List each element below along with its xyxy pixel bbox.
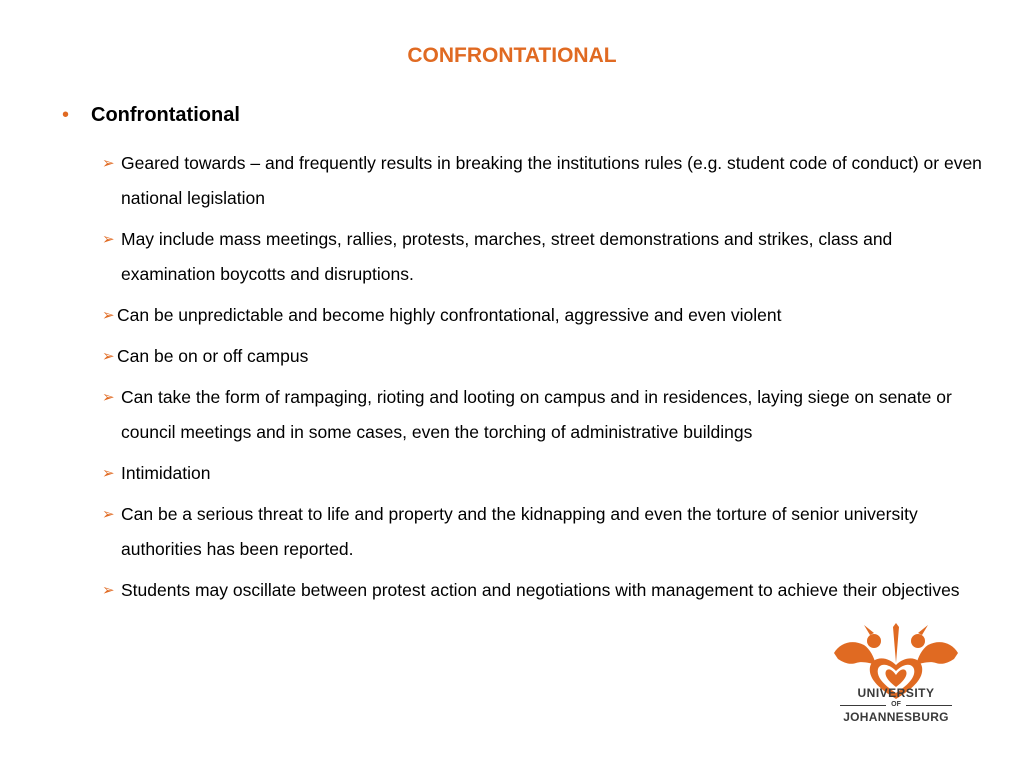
list-item-text: Can be on or off campus	[117, 346, 309, 366]
list-item-text: Intimidation	[121, 463, 211, 483]
main-bullet	[62, 104, 240, 127]
logo-line-university: UNIVERSITY	[857, 686, 935, 700]
list-item-text: Can be unpredictable and become highly confrontational, aggressive and even violent	[117, 305, 782, 325]
arrow-bullet-icon: ➢	[102, 155, 115, 172]
arrow-bullet-icon: ➢	[102, 465, 115, 482]
arrow-bullet-icon: ➢	[102, 582, 115, 599]
slide-title: CONFRONTATIONAL	[407, 44, 617, 67]
list-item-text: Can take the form of rampaging, rioting and looting on campus and in residences, laying siege on senate or council meetings and in some cases, even the torching of administrative buildings	[121, 387, 952, 442]
list-item	[102, 146, 982, 216]
list-item	[102, 298, 982, 333]
arrow-bullet-icon: ➢	[102, 389, 115, 406]
list-item-text: Can be a serious threat to life and property and the kidnapping and even the torture of senior university authorities has been reported.	[121, 504, 918, 559]
university-logo-text	[830, 686, 962, 724]
list-item	[102, 380, 982, 450]
list-item-text: Students may oscillate between protest action and negotiations with management to achieve their objectives	[121, 580, 960, 600]
list-item-text: Geared towards – and frequently results in breaking the institutions rules (e.g. student code of conduct) or even national legislation	[121, 153, 982, 208]
arrow-bullet-icon: ➢	[102, 506, 115, 523]
list-item	[102, 456, 982, 491]
arrow-bullet-icon: ➢	[102, 348, 115, 365]
list-item	[102, 222, 982, 292]
logo-line-johannesburg: JOHANNESBURG	[843, 710, 949, 724]
list-item	[102, 497, 982, 567]
list-item	[102, 339, 982, 374]
main-bullet-label: Confrontational	[91, 104, 240, 126]
arrow-bullet-icon: ➢	[102, 307, 115, 324]
logo-line-of: OF	[830, 700, 962, 710]
arrow-bullet-icon: ➢	[102, 231, 115, 248]
list-item-text: May include mass meetings, rallies, protests, marches, street demonstrations and strikes, class and examination boycotts and disruptions.	[121, 229, 893, 284]
bullet-dot-icon: •	[62, 104, 70, 126]
sub-bullet-list	[102, 146, 982, 614]
